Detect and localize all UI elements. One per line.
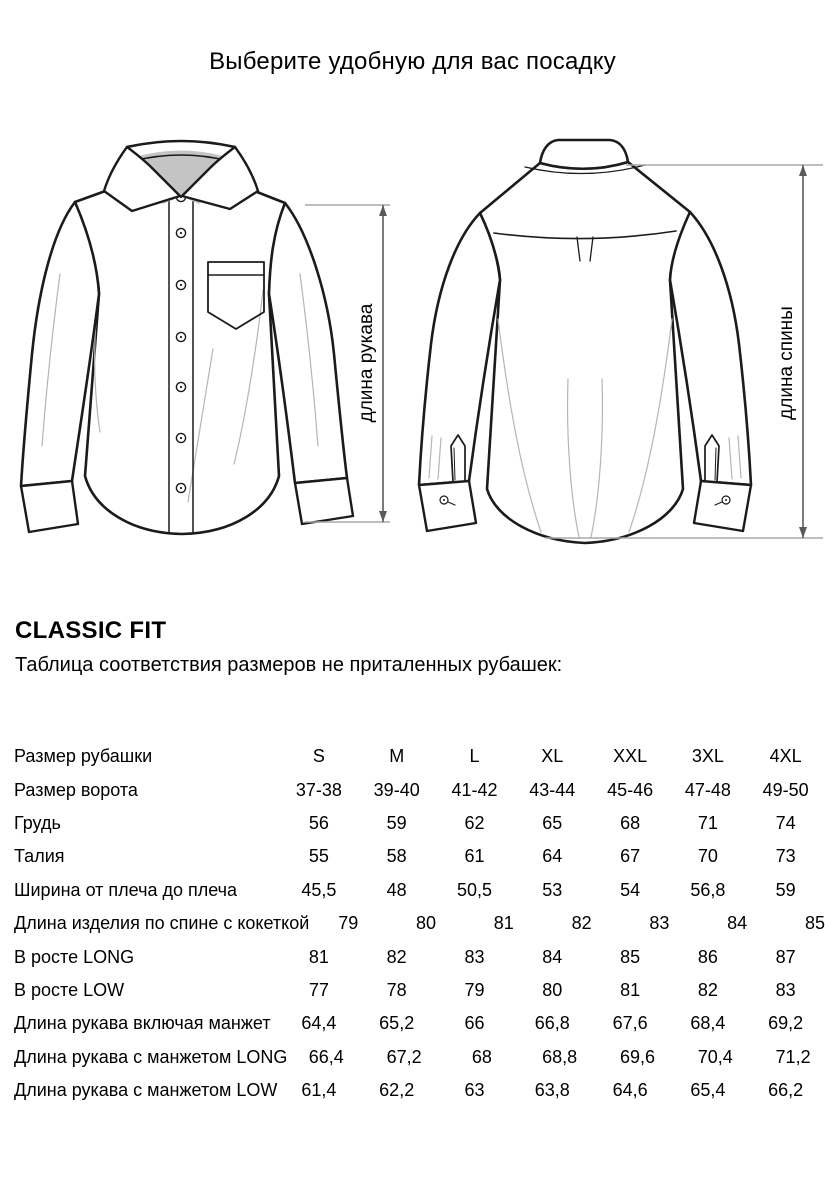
row-value: 62,2 [379, 1080, 415, 1101]
row-value: 64,6 [612, 1080, 648, 1101]
row-label: Размер ворота [14, 779, 138, 800]
row-value: 82 [386, 946, 407, 967]
row-value: 47-48 [684, 779, 731, 800]
row-label: В росте LOW [14, 979, 125, 1000]
row-value: 80 [415, 913, 437, 934]
row-value: 82 [697, 979, 718, 1000]
row-value: 67,6 [612, 1013, 648, 1034]
row-label: Длина рукава с манжетом LOW [14, 1080, 278, 1101]
row-label: Длина рукава с манжетом LONG [14, 1046, 288, 1067]
row-value: 50,5 [456, 879, 493, 900]
row-value: 68 [620, 812, 641, 833]
row-value: 66 [464, 1013, 485, 1034]
row-label: Грудь [14, 812, 61, 833]
table-row [0, 1041, 825, 1074]
table-row [0, 907, 825, 940]
row-label: Ширина от плеча до плеча [14, 879, 238, 900]
row-value: 79 [338, 913, 359, 934]
row-value: 84 [542, 946, 563, 967]
row-value: 67 [620, 846, 641, 867]
row-value: 59 [386, 812, 407, 833]
row-value: 70 [697, 846, 718, 867]
row-value: 83 [649, 913, 670, 934]
row-value: 3XL [691, 746, 724, 767]
row-value: 43-44 [529, 779, 576, 800]
row-value: 63,8 [534, 1080, 570, 1101]
row-value: 85 [620, 946, 641, 967]
row-value: 71 [697, 812, 718, 833]
table-row [0, 773, 825, 806]
row-value: 77 [308, 979, 329, 1000]
table-row [0, 1007, 825, 1040]
row-label: Длина рукава включая манжет [14, 1013, 271, 1034]
row-value: 56,8 [690, 879, 726, 900]
row-value: 59 [775, 879, 796, 900]
sleeve-length-dimension [296, 196, 396, 531]
row-value: XL [541, 746, 564, 767]
row-value: 61 [464, 846, 485, 867]
row-value: 65 [542, 812, 563, 833]
row-value: 81 [493, 913, 514, 934]
row-value: 68,8 [542, 1046, 578, 1067]
page-title: Выберите удобную для вас посадку [209, 48, 616, 75]
size-table-body [0, 740, 825, 1107]
row-value: 62 [464, 812, 485, 833]
row-value: L [469, 746, 480, 767]
row-value: 74 [775, 812, 796, 833]
row-value: 83 [775, 979, 796, 1000]
row-label: Размер рубашки [14, 746, 153, 767]
table-subtitle: Таблица соответствия размеров не приталенных рубашек: [15, 654, 563, 676]
row-value: 45,5 [301, 879, 337, 900]
table-row [0, 974, 825, 1007]
row-value: 64 [542, 846, 563, 867]
row-value: 67,2 [386, 1046, 422, 1067]
sleeve-length-label: длина рукава [356, 303, 377, 423]
row-value: 55 [308, 846, 329, 867]
row-value: 58 [386, 846, 407, 867]
row-value: 66,4 [308, 1046, 344, 1067]
table-row [0, 740, 825, 773]
row-value: 78 [386, 979, 407, 1000]
row-value: 61,4 [301, 1080, 337, 1101]
row-value: 81 [308, 946, 329, 967]
row-value: 53 [542, 879, 563, 900]
row-value: 68 [471, 1046, 492, 1067]
row-value: 41-42 [451, 779, 498, 800]
row-value: 69,2 [768, 1013, 804, 1034]
row-value: 84 [727, 913, 748, 934]
row-value: 48 [386, 879, 407, 900]
row-value: XXL [613, 746, 648, 767]
row-value: 83 [464, 946, 485, 967]
row-value: 37-38 [295, 779, 342, 800]
row-value: 66,8 [534, 1013, 570, 1034]
row-value: 54 [620, 879, 641, 900]
row-value: 80 [542, 979, 563, 1000]
row-value: 63 [464, 1080, 485, 1101]
row-value: 73 [775, 846, 796, 867]
row-value: 87 [775, 946, 796, 967]
row-value: 65,2 [379, 1013, 415, 1034]
row-label: В росте LONG [14, 946, 135, 967]
table-row [0, 840, 825, 873]
table-row [0, 874, 825, 907]
row-value: 71,2 [775, 1046, 811, 1067]
row-value: 39-40 [373, 779, 420, 800]
row-value: 69,6 [619, 1046, 655, 1067]
table-row [0, 1074, 825, 1107]
row-value: 79 [464, 979, 485, 1000]
row-label: Талия [14, 846, 65, 867]
row-value: 82 [571, 913, 592, 934]
classic-fit-heading: CLASSIC FIT [15, 617, 167, 644]
row-value: 4XL [769, 746, 802, 767]
row-value: 64,4 [301, 1013, 337, 1034]
row-value: 85 [804, 913, 825, 934]
row-value: 49-50 [762, 779, 809, 800]
row-value: 65,4 [690, 1080, 726, 1101]
table-row [0, 807, 825, 840]
row-value: M [389, 746, 405, 767]
row-value: 66,2 [768, 1080, 804, 1101]
row-value: 56 [308, 812, 329, 833]
row-value: 81 [620, 979, 641, 1000]
row-value: S [312, 746, 325, 767]
table-row [0, 940, 825, 973]
row-value: 68,4 [690, 1013, 726, 1034]
row-value: 70,4 [697, 1046, 733, 1067]
back-length-label: длина спины [776, 306, 797, 420]
row-label: Длина изделия по спине с кокеткой [14, 913, 310, 934]
row-value: 45-46 [607, 779, 654, 800]
row-value: 86 [697, 946, 718, 967]
